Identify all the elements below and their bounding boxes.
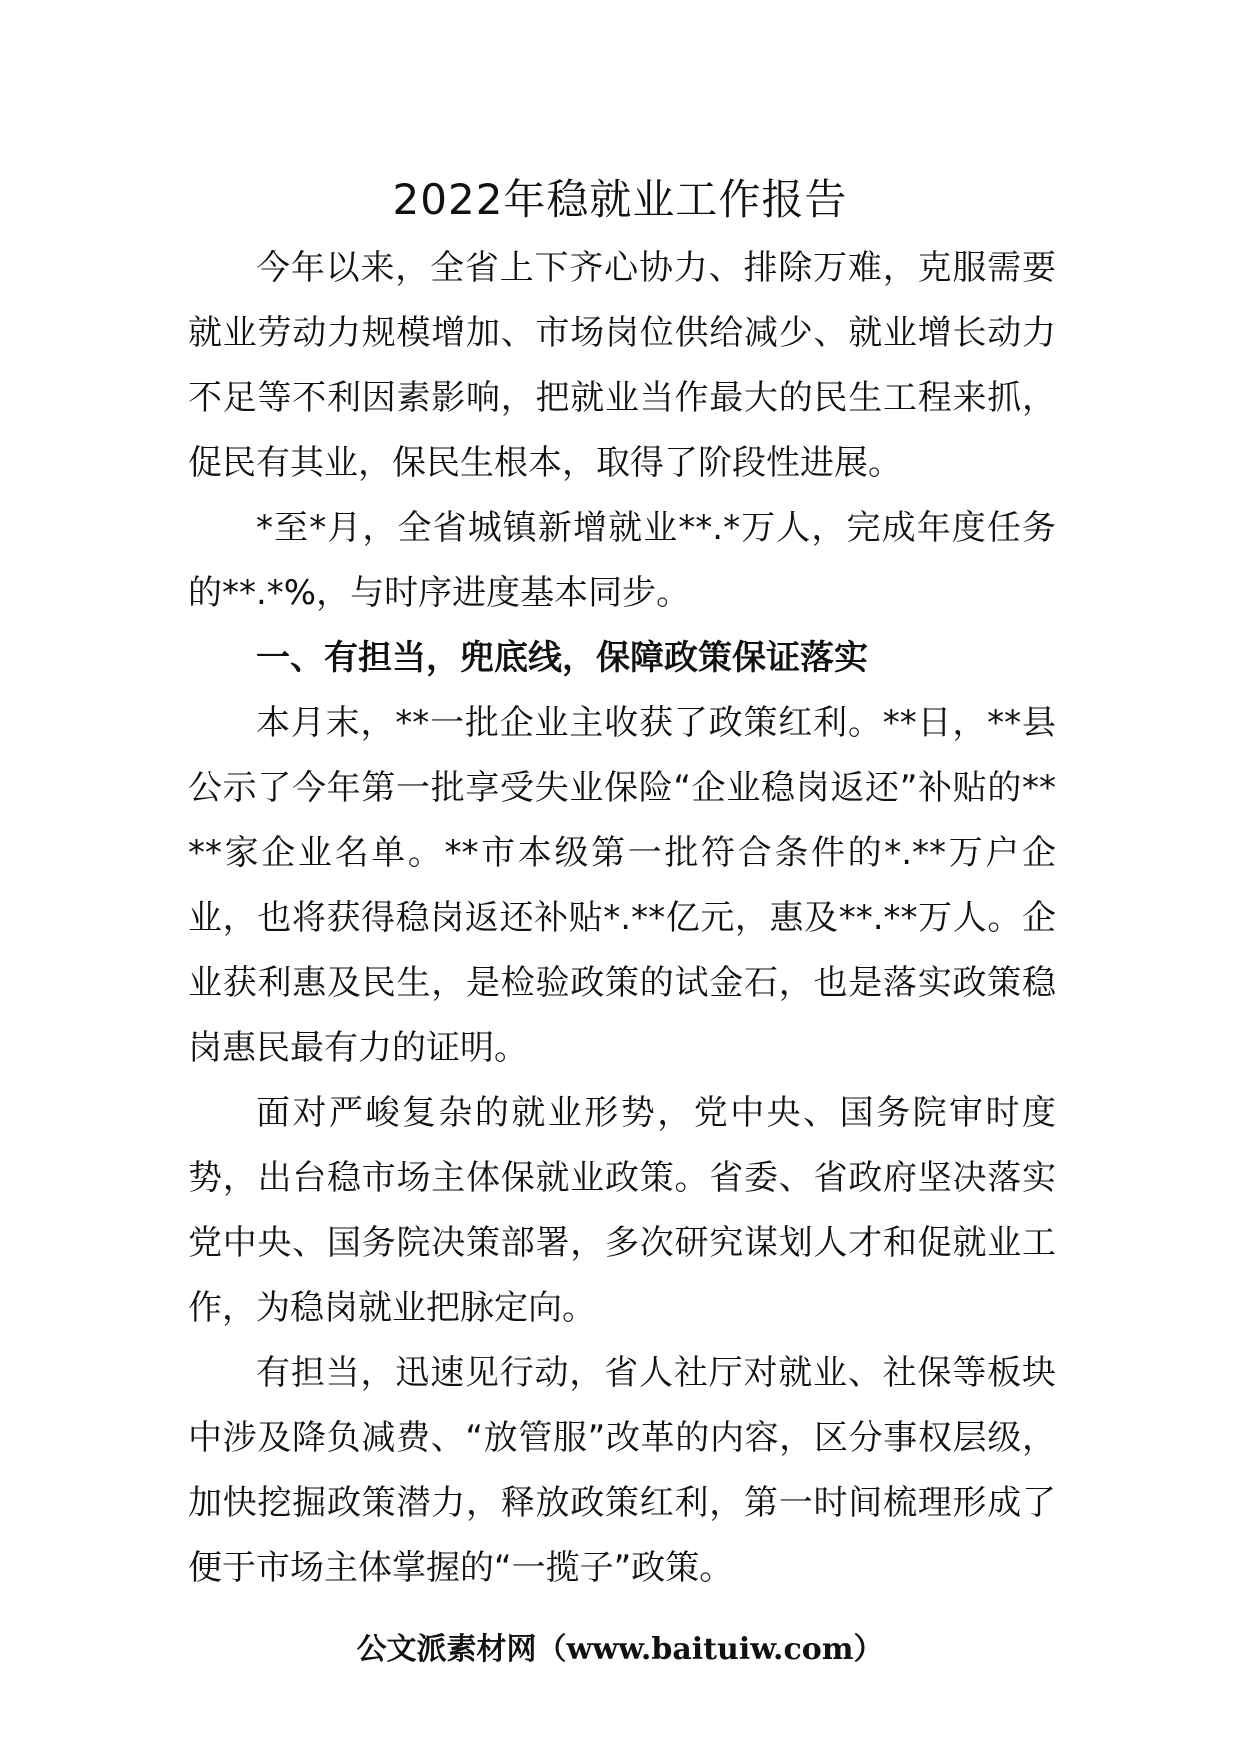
- paragraph-hr-department: 有担当，迅速见行动，省人社厅对就业、社保等板块中涉及降负减费、“放管服”改革的内容，区分事权层级，加快挖掘政策潜力，释放政策红利，第一时间梳理形成了便于市场主体掌握的“一揽子”政策。: [188, 1353, 1056, 1588]
- section-heading-1: 一、有担当，兜底线，保障政策保证落实: [256, 638, 868, 678]
- document-title: 2022年稳就业工作报告: [392, 175, 848, 224]
- paragraph-policy-dividend: 本月末，**一批企业主收获了政策红利。**日，**县公示了今年第一批享受失业保险“企业稳岗返还”补贴的****家企业名单。**市本级第一批符合条件的*.**万户企业，也将获得稳岗返还补贴*.**亿元，惠及**.**万人。企业获利惠及民生，是检验政策的试金石，也是落实政策稳岗惠民最有力的证明。: [188, 703, 1056, 1068]
- footer-source-watermark: 公文派素材网（www.baituiw.com）: [356, 1632, 884, 1667]
- document-body: [188, 236, 1056, 1601]
- paragraph-intro: 今年以来，全省上下齐心协力、排除万难，克服需要就业劳动力规模增加、市场岗位供给减少、就业增长动力不足等不利因素影响，把就业当作最大的民生工程来抓，促民有其业，保民生根本，取得了阶段性进展。: [188, 248, 1056, 483]
- paragraph-employment-stats: *至*月，全省城镇新增就业**.*万人，完成年度任务的**.*%，与时序进度基本同步。: [188, 508, 1056, 613]
- paragraph-central-policy: 面对严峻复杂的就业形势，党中央、国务院审时度势，出台稳市场主体保就业政策。省委、省政府坚决落实党中央、国务院决策部署，多次研究谋划人才和促就业工作，为稳岗就业把脉定向。: [188, 1093, 1056, 1328]
